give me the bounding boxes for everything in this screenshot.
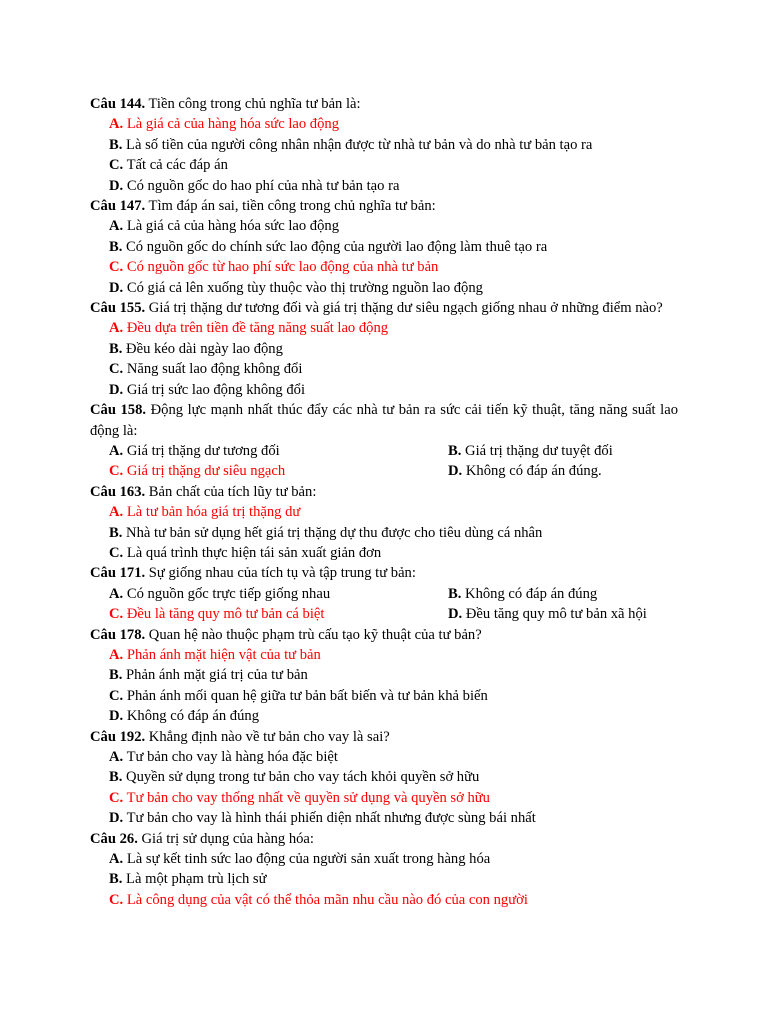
option-text: Tư bản cho vay là hình thái phiến diện nhất nhưng được sùng bái nhất	[126, 810, 536, 827]
question-number: Câu 155.	[90, 300, 146, 317]
option-letter: B.	[109, 769, 123, 786]
option-letter: D.	[109, 381, 124, 398]
answer-option	[448, 441, 678, 461]
option-letter: B.	[109, 340, 123, 357]
question-text: Quan hệ nào thuộc phạm trù cấu tạo kỹ thuật của tư bản?	[148, 626, 482, 643]
document-body	[90, 94, 678, 910]
option-letter: D.	[109, 279, 124, 296]
option-letter: B.	[109, 524, 123, 541]
option-letter: D.	[109, 708, 124, 725]
option-text: Là giá cả của hàng hóa sức lao động	[126, 218, 339, 235]
option-letter: C.	[109, 259, 124, 276]
option-letter: C.	[109, 361, 124, 378]
option-letter: C.	[109, 687, 124, 704]
question	[90, 625, 678, 645]
answer-option	[90, 216, 678, 236]
option-text: Nhà tư bản sử dụng hết giá trị thặng dự thu được cho tiêu dùng cá nhân	[126, 524, 543, 541]
options-row	[90, 584, 678, 604]
answer-option	[90, 808, 678, 828]
question-number: Câu 192.	[90, 728, 146, 745]
option-text: Phản ánh mặt giá trị của tư bản	[126, 667, 308, 684]
question	[90, 196, 678, 216]
question	[90, 298, 678, 318]
option-letter: A.	[109, 851, 124, 868]
answer-option	[90, 604, 448, 624]
question-text: Tìm đáp án sai, tiền công trong chủ nghĩa tư bản:	[148, 198, 436, 215]
answer-option	[90, 176, 678, 196]
answer-option	[90, 278, 678, 298]
option-text: Giá trị thặng dư tương đối	[126, 442, 280, 459]
options-row	[90, 441, 678, 461]
option-text: Tất cả các đáp án	[126, 157, 228, 174]
answer-option	[448, 461, 678, 481]
question-text: Bản chất của tích lũy tư bản:	[148, 483, 317, 500]
answer-option	[90, 257, 678, 277]
question-text: Giá trị thặng dư tương đối và giá trị thặng dư siêu ngạch giống nhau ở những điểm nào?	[148, 300, 663, 317]
answer-option	[90, 747, 678, 767]
option-text: Là sự kết tinh sức lao động của người sản xuất trong hàng hóa	[126, 851, 491, 868]
option-text: Có nguồn gốc trực tiếp giống nhau	[126, 585, 331, 602]
option-letter: A.	[109, 504, 124, 521]
answer-option	[90, 767, 678, 787]
option-letter: C.	[109, 157, 124, 174]
answer-option	[90, 502, 678, 522]
option-text: Là số tiền của người công nhân nhận được từ nhà tư bản và do nhà tư bản tạo ra	[126, 136, 593, 153]
question-number: Câu 144.	[90, 96, 146, 112]
answer-option	[90, 339, 678, 359]
question	[90, 482, 678, 502]
answer-option	[90, 155, 678, 175]
option-text: Không có đáp án đúng	[126, 708, 259, 725]
option-text: Phản ánh mặt hiện vật của tư bản	[126, 646, 321, 663]
option-text: Đều kéo dài ngày lao động	[126, 340, 283, 357]
question-text: Khẳng định nào về tư bản cho vay là sai?	[148, 728, 390, 745]
answer-option	[448, 584, 678, 604]
option-text: Có giá cả lên xuống tùy thuộc vào thị trường nguồn lao động	[126, 279, 483, 296]
answer-option	[90, 706, 678, 726]
option-text: Giá trị thặng dư siêu ngạch	[126, 463, 286, 480]
option-text: Là công dụng của vật có thể thỏa mãn nhu cầu nào đó của con người	[126, 891, 528, 908]
question-number: Câu 26.	[90, 830, 138, 847]
question-number: Câu 158.	[90, 402, 147, 419]
question-number: Câu 178.	[90, 626, 146, 643]
option-letter: C.	[109, 891, 124, 908]
answer-option	[90, 584, 448, 604]
option-text: Đều là tăng quy mô tư bản cá biệt	[126, 606, 325, 623]
option-text: Có nguồn gốc do chính sức lao động của người lao động làm thuê tạo ra	[126, 238, 548, 255]
answer-option	[90, 645, 678, 665]
option-text: Tư bản cho vay là hàng hóa đặc biệt	[126, 749, 338, 765]
question	[90, 829, 678, 849]
option-text: Phản ánh mối quan hệ giữa tư bản bất biến và tư bản khả biến	[126, 687, 488, 704]
option-letter: A.	[109, 442, 124, 459]
option-text: Là giá cả của hàng hóa sức lao động	[126, 116, 339, 133]
option-letter: B.	[109, 238, 123, 255]
option-text: Không có đáp án đúng.	[465, 463, 602, 480]
option-letter: D.	[109, 810, 124, 827]
answer-option	[90, 788, 678, 808]
option-text: Là một phạm trù lịch sử	[126, 871, 267, 888]
question-number: Câu 147.	[90, 198, 146, 215]
answer-option	[90, 461, 448, 481]
option-letter: A.	[109, 320, 124, 337]
option-text: Tư bản cho vay thống nhất về quyền sử dụng và quyền sở hữu	[126, 789, 490, 806]
option-letter: C.	[109, 606, 124, 623]
option-letter: B.	[109, 136, 123, 153]
question	[90, 400, 678, 441]
answer-option	[90, 543, 678, 563]
answer-option	[90, 359, 678, 379]
option-letter: D.	[448, 606, 463, 623]
option-letter: A.	[109, 585, 124, 602]
question-number: Câu 163.	[90, 483, 146, 500]
answer-option	[90, 665, 678, 685]
question	[90, 727, 678, 747]
option-letter: D.	[109, 177, 124, 194]
option-text: Là quá trình thực hiện tái sản xuất giản đơn	[126, 544, 382, 561]
question-text: Giá trị sử dụng của hàng hóa:	[141, 830, 314, 847]
option-text: Giá trị thặng dư tuyệt đối	[465, 442, 613, 459]
answer-option	[90, 441, 448, 461]
option-text: Có nguồn gốc do hao phí của nhà tư bản tạo ra	[126, 177, 400, 194]
answer-option	[90, 135, 678, 155]
option-letter: A.	[109, 749, 124, 765]
option-letter: D.	[448, 463, 463, 480]
option-letter: B.	[448, 442, 462, 459]
answer-option	[448, 604, 678, 624]
options-row	[90, 461, 678, 481]
answer-option	[90, 686, 678, 706]
question-number: Câu 171.	[90, 565, 146, 582]
answer-option	[90, 380, 678, 400]
answer-option	[90, 318, 678, 338]
question-text: Tiền công trong chủ nghĩa tư bản là:	[148, 96, 361, 112]
option-letter: A.	[109, 646, 124, 663]
option-letter: B.	[448, 585, 462, 602]
answer-option	[90, 523, 678, 543]
option-letter: C.	[109, 463, 124, 480]
option-text: Có nguồn gốc từ hao phí sức lao động của nhà tư bản	[126, 259, 439, 276]
answer-option	[90, 849, 678, 869]
option-letter: B.	[109, 667, 123, 684]
option-text: Không có đáp án đúng	[465, 585, 598, 602]
answer-option	[90, 237, 678, 257]
question	[90, 94, 678, 114]
option-text: Đều tăng quy mô tư bản xã hội	[465, 606, 647, 623]
option-letter: B.	[109, 871, 123, 888]
options-row	[90, 604, 678, 624]
option-text: Năng suất lao động không đổi	[126, 361, 303, 378]
question-text: Sự giống nhau của tích tụ và tập trung tư bản:	[148, 565, 416, 582]
answer-option	[90, 890, 678, 910]
option-letter: C.	[109, 544, 124, 561]
option-text: Quyền sử dụng trong tư bản cho vay tách khỏi quyền sở hữu	[126, 769, 480, 786]
question-text: Động lực mạnh nhất thúc đẩy các nhà tư bản ra sức cải tiến kỹ thuật, tăng năng suất lao động là:	[90, 402, 678, 439]
question	[90, 563, 678, 583]
answer-option	[90, 114, 678, 134]
answer-option	[90, 869, 678, 889]
option-text: Đều dựa trên tiền đề tăng năng suất lao động	[126, 320, 389, 337]
option-text: Là tư bản hóa giá trị thặng dư	[126, 504, 301, 521]
option-text: Giá trị sức lao động không đổi	[126, 381, 306, 398]
option-letter: A.	[109, 116, 124, 133]
option-letter: C.	[109, 789, 124, 806]
option-letter: A.	[109, 218, 124, 235]
